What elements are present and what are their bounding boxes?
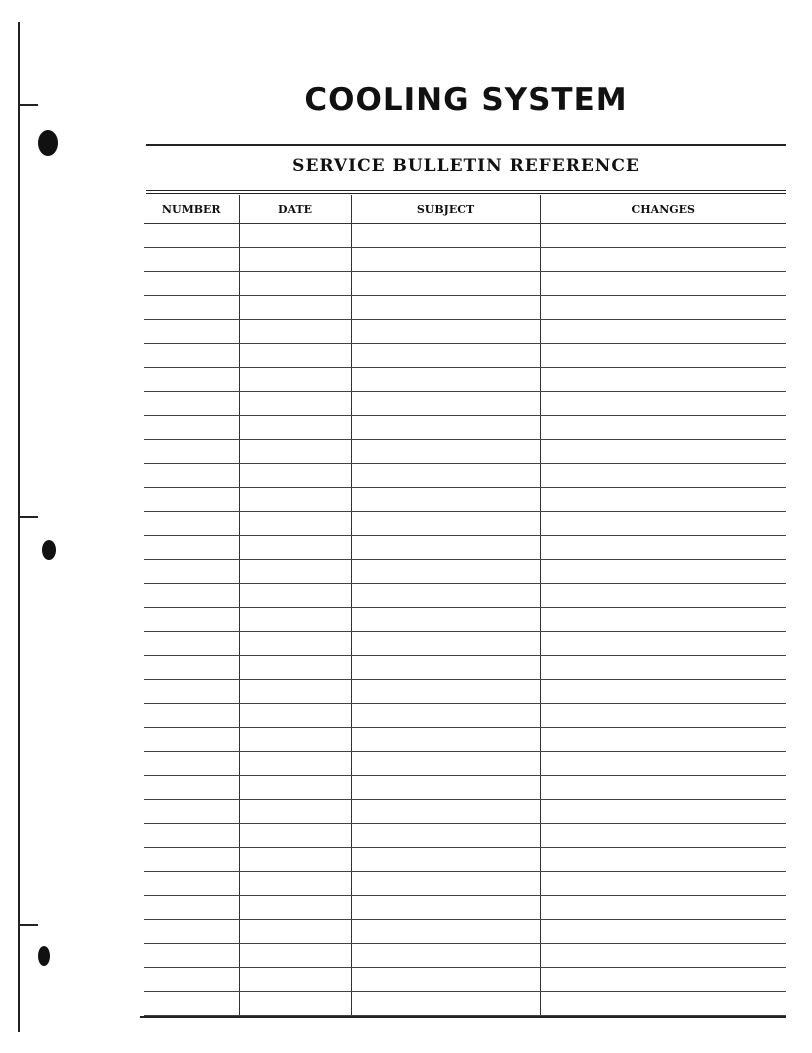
table-cell (540, 632, 786, 656)
punch-hole-icon (42, 540, 56, 560)
table-cell (540, 992, 786, 1016)
table-row (144, 488, 786, 512)
table-cell (239, 656, 351, 680)
binder-edge-tick (18, 104, 38, 106)
table-cell (144, 800, 239, 824)
table-cell (351, 752, 540, 776)
table-cell (144, 272, 239, 296)
table-cell (144, 680, 239, 704)
table-row (144, 536, 786, 560)
table-cell (540, 224, 786, 248)
table-cell (540, 416, 786, 440)
table-cell (540, 608, 786, 632)
table-cell (144, 824, 239, 848)
table-row (144, 704, 786, 728)
punch-hole-icon (38, 130, 58, 156)
table-cell (351, 608, 540, 632)
table-cell (144, 296, 239, 320)
table-cell (239, 560, 351, 584)
table-cell (144, 752, 239, 776)
table-cell (351, 920, 540, 944)
table-cell (540, 296, 786, 320)
table-cell (351, 368, 540, 392)
table-body (144, 224, 786, 1016)
table-cell (239, 968, 351, 992)
table-cell (351, 392, 540, 416)
table-cell (144, 776, 239, 800)
table-cell (351, 656, 540, 680)
table-bottom-rule (140, 1016, 786, 1018)
table-cell (540, 968, 786, 992)
table-row (144, 248, 786, 272)
table-cell (239, 512, 351, 536)
table-cell (540, 392, 786, 416)
table-cell (351, 344, 540, 368)
column-header-date: DATE (239, 195, 351, 224)
table-cell (540, 776, 786, 800)
table-cell (144, 608, 239, 632)
table-cell (540, 872, 786, 896)
table-cell (144, 728, 239, 752)
table-cell (351, 776, 540, 800)
table-cell (540, 248, 786, 272)
table-cell (351, 320, 540, 344)
table-cell (540, 344, 786, 368)
table-row (144, 872, 786, 896)
table-cell (239, 272, 351, 296)
table-cell (540, 920, 786, 944)
table-cell (144, 872, 239, 896)
table-cell (351, 584, 540, 608)
table-row (144, 416, 786, 440)
table-cell (540, 584, 786, 608)
table-cell (239, 224, 351, 248)
table-cell (144, 512, 239, 536)
table-cell (144, 656, 239, 680)
table-cell (540, 272, 786, 296)
table-cell (239, 368, 351, 392)
table-row (144, 440, 786, 464)
table-cell (144, 320, 239, 344)
table-row (144, 632, 786, 656)
table-cell (239, 824, 351, 848)
table-row (144, 944, 786, 968)
table-cell (351, 512, 540, 536)
table-cell (540, 512, 786, 536)
section-divider (146, 193, 786, 194)
table-cell (239, 872, 351, 896)
table-row (144, 344, 786, 368)
table-cell (351, 560, 540, 584)
table-cell (540, 560, 786, 584)
table-cell (540, 464, 786, 488)
page-title: COOLING SYSTEM (304, 82, 628, 118)
table-cell (540, 752, 786, 776)
table-row (144, 848, 786, 872)
table-cell (144, 584, 239, 608)
table-cell (351, 296, 540, 320)
table-row (144, 680, 786, 704)
table-cell (351, 944, 540, 968)
table-cell (239, 296, 351, 320)
table-cell (351, 464, 540, 488)
table-row (144, 992, 786, 1016)
table-cell (144, 944, 239, 968)
table-cell (239, 728, 351, 752)
table-cell (351, 440, 540, 464)
punch-hole-icon (38, 946, 50, 966)
table-cell (540, 800, 786, 824)
table-cell (540, 656, 786, 680)
table-row (144, 368, 786, 392)
table-cell (540, 848, 786, 872)
table-cell (540, 680, 786, 704)
table-cell (239, 488, 351, 512)
table-row (144, 224, 786, 248)
table-cell (239, 752, 351, 776)
table-cell (239, 800, 351, 824)
table-cell (540, 704, 786, 728)
table-cell (144, 536, 239, 560)
table-cell (144, 368, 239, 392)
table-row (144, 776, 786, 800)
table-cell (239, 416, 351, 440)
table-row (144, 824, 786, 848)
table-row (144, 272, 786, 296)
table-cell (144, 704, 239, 728)
table-cell (540, 728, 786, 752)
table-cell (239, 848, 351, 872)
table-cell (239, 320, 351, 344)
table-cell (351, 704, 540, 728)
table-cell (540, 440, 786, 464)
table-cell (351, 224, 540, 248)
bulletin-reference-table (144, 195, 786, 1016)
table-cell (144, 992, 239, 1016)
binder-edge-tick (18, 516, 38, 518)
table-cell (540, 488, 786, 512)
table-cell (239, 896, 351, 920)
table-row (144, 752, 786, 776)
table-cell (239, 464, 351, 488)
table-cell (351, 416, 540, 440)
table-cell (239, 248, 351, 272)
table-cell (239, 608, 351, 632)
table-cell (144, 224, 239, 248)
table-cell (144, 896, 239, 920)
table-row (144, 560, 786, 584)
table-cell (144, 848, 239, 872)
table-cell (351, 872, 540, 896)
table-row (144, 800, 786, 824)
table-cell (239, 344, 351, 368)
section-title: SERVICE BULLETIN REFERENCE (292, 156, 640, 176)
title-divider (146, 144, 786, 146)
table-cell (351, 824, 540, 848)
table-cell (144, 920, 239, 944)
table-row (144, 392, 786, 416)
table-row (144, 464, 786, 488)
table-cell (144, 632, 239, 656)
table-cell (239, 992, 351, 1016)
table-cell (239, 440, 351, 464)
table-cell (239, 776, 351, 800)
table-row (144, 608, 786, 632)
table-header-row (144, 195, 786, 224)
table-cell (239, 584, 351, 608)
table-cell (351, 968, 540, 992)
table-cell (144, 248, 239, 272)
table-cell (351, 248, 540, 272)
table-cell (540, 896, 786, 920)
section-divider (146, 190, 786, 191)
table-cell (540, 536, 786, 560)
table-row (144, 968, 786, 992)
table-row (144, 896, 786, 920)
table-row (144, 728, 786, 752)
table-cell (144, 392, 239, 416)
table-cell (239, 536, 351, 560)
table-cell (351, 680, 540, 704)
table-cell (351, 728, 540, 752)
column-header-number: NUMBER (144, 195, 239, 224)
table-row (144, 920, 786, 944)
table-cell (144, 344, 239, 368)
table-cell (540, 824, 786, 848)
table-cell (351, 272, 540, 296)
table-cell (540, 368, 786, 392)
table-cell (351, 992, 540, 1016)
table-cell (351, 488, 540, 512)
table-cell (351, 896, 540, 920)
column-header-changes: CHANGES (540, 195, 786, 224)
table-cell (239, 944, 351, 968)
table-cell (239, 392, 351, 416)
table-row (144, 584, 786, 608)
table-cell (239, 680, 351, 704)
table-cell (351, 848, 540, 872)
binder-edge-tick (18, 924, 38, 926)
table-cell (144, 416, 239, 440)
table-cell (351, 536, 540, 560)
table-cell (540, 944, 786, 968)
table-cell (239, 704, 351, 728)
table-cell (144, 488, 239, 512)
table-cell (351, 632, 540, 656)
table-cell (144, 464, 239, 488)
table-cell (351, 800, 540, 824)
bulletin-table-container (144, 195, 786, 1016)
table-cell (239, 920, 351, 944)
table-cell (144, 440, 239, 464)
binder-edge-line (18, 22, 20, 1032)
table-row (144, 512, 786, 536)
table-cell (540, 320, 786, 344)
table-row (144, 296, 786, 320)
table-cell (239, 632, 351, 656)
column-header-subject: SUBJECT (351, 195, 540, 224)
table-cell (144, 560, 239, 584)
table-row (144, 656, 786, 680)
table-cell (144, 968, 239, 992)
table-row (144, 320, 786, 344)
